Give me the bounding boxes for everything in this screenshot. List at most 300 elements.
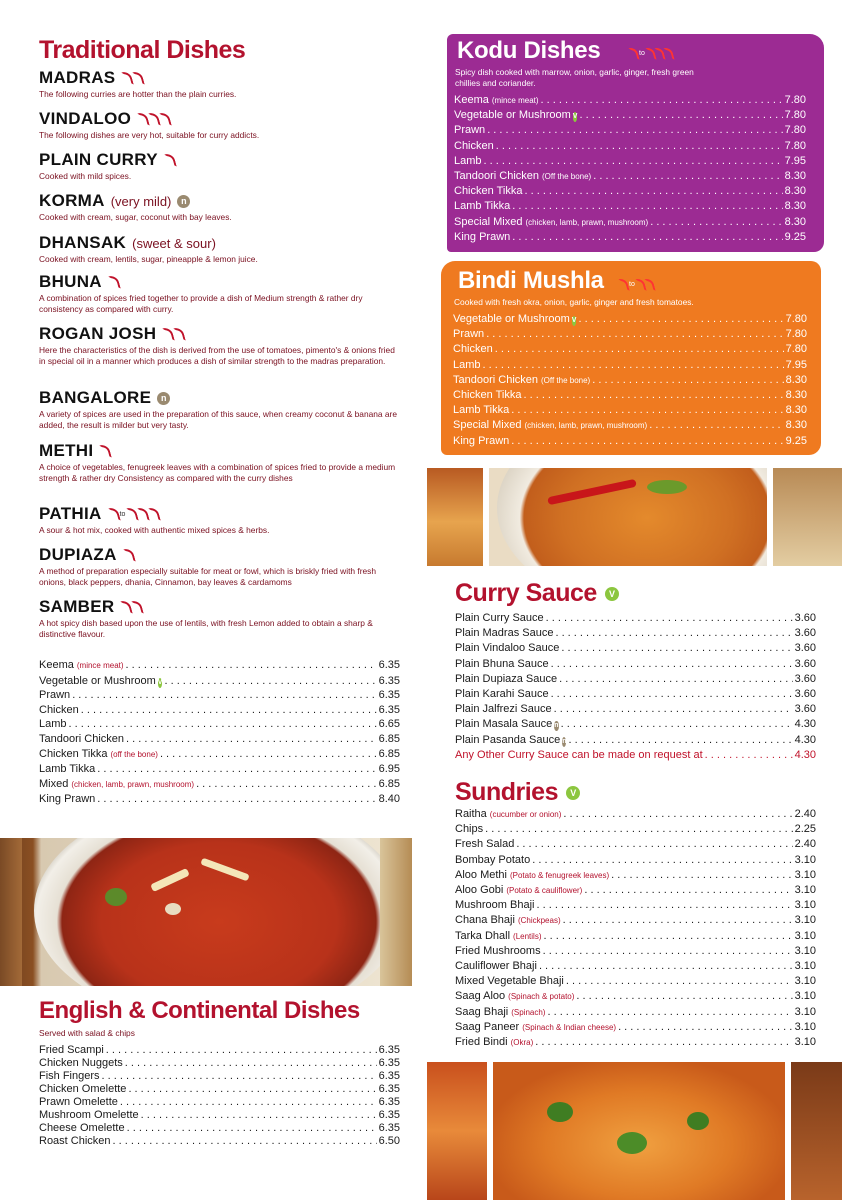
price-row (39, 703, 400, 718)
dish-photo-left (0, 838, 412, 986)
dot-leader (541, 93, 783, 108)
english-subtitle: Served with salad & chips (39, 1028, 135, 1038)
dish-description: Here the characteristics of the dish is derived from the use of tomatoes, pimento's & onions fried in special oil in a manner which produces a dish of similar strength to the madras preparation. (39, 345, 395, 366)
item-price: 8.30 (784, 200, 806, 213)
dish-description: Cooked with cream, sugar, coconut with bay leaves. (39, 212, 232, 222)
item-price: 6.35 (378, 1109, 400, 1121)
dish-heading (39, 597, 399, 617)
price-row (455, 611, 816, 626)
dish-heading (39, 545, 399, 565)
price-row (454, 154, 806, 169)
dot-leader (592, 373, 783, 388)
item-name: Chicken (454, 139, 494, 152)
item-note: (Off the bone) (542, 172, 592, 182)
item-price: 8.30 (784, 215, 806, 228)
item-name: Lamb Tikka (39, 763, 96, 776)
vegetarian-icon: V (571, 317, 577, 324)
curry-sauce-price-list (455, 611, 816, 763)
price-row (453, 434, 807, 449)
price-row (454, 108, 806, 123)
item-name: Vegetable or Mushroom (453, 313, 570, 325)
dot-leader (532, 853, 792, 868)
dish-heading (39, 388, 399, 408)
dot-leader (559, 672, 792, 687)
item-name: Plain Jalfrezi Sauce (455, 703, 552, 716)
dot-leader (523, 388, 783, 403)
item-name: Plain Masala Sauce (455, 718, 553, 731)
dish-name: SAMBER (39, 597, 115, 616)
heat-level-icons (108, 274, 119, 292)
dish-description: A hot spicy dish based upon the use of lentils, with fresh Lemon added to obtain a sharp & distinctive flavour. (39, 618, 373, 639)
nut-icon: n (562, 737, 567, 745)
dot-leader (486, 327, 783, 342)
item-name: Lamb (453, 358, 481, 371)
price-row (453, 418, 807, 433)
kodu-price-list (454, 93, 806, 245)
price-row (455, 748, 816, 763)
price-row (453, 327, 807, 342)
dot-leader (547, 1005, 792, 1020)
chili-icon (108, 506, 121, 523)
price-row (455, 868, 816, 883)
chili-icon (618, 277, 629, 293)
item-note: (Okra) (510, 1038, 534, 1048)
dish-note: (sweet & sour) (132, 236, 216, 251)
item-price: 6.35 (378, 689, 400, 702)
item-note: (chicken, lamb, prawn, mushroom) (71, 779, 195, 789)
dish-heading (39, 68, 399, 88)
price-row (39, 732, 400, 747)
bindi-heat-range (619, 276, 654, 294)
item-price: 8.40 (378, 793, 400, 806)
bindi-box (441, 261, 821, 455)
dot-leader (487, 123, 782, 138)
dish-name: ROGAN JOSH (39, 324, 157, 343)
sundries-price-list (455, 807, 816, 1050)
item-name: Mushroom Omelette (39, 1109, 139, 1121)
item-price: 6.35 (378, 1083, 400, 1095)
item-price: 7.80 (785, 343, 807, 356)
dot-leader (593, 169, 782, 184)
dot-leader (546, 611, 793, 626)
item-name: Chicken Omelette (39, 1083, 127, 1095)
dot-leader (524, 184, 782, 199)
dot-leader (561, 641, 792, 656)
item-note: (Lentils) (513, 931, 542, 941)
price-row (455, 807, 816, 822)
heat-range-icons (108, 506, 160, 524)
item-name: Prawn (39, 689, 71, 702)
heat-level-icons (99, 443, 110, 461)
dot-leader (536, 898, 792, 913)
item-price: 8.30 (785, 419, 807, 432)
sundries-title (455, 778, 580, 807)
item-price: 2.40 (794, 808, 816, 820)
dot-leader (512, 199, 782, 214)
chili-icon (174, 326, 187, 343)
item-name: Plain Karahi Sauce (455, 688, 549, 701)
dish-item (39, 324, 399, 367)
item-name: Fish Fingers (39, 1070, 100, 1082)
dish-item (39, 545, 399, 588)
item-name: Chicken (39, 703, 79, 716)
item-name: Aloo Methi (455, 868, 507, 881)
item-name: Saag Aloo (455, 990, 506, 1003)
item-price: 3.10 (794, 944, 816, 957)
price-row (454, 123, 806, 138)
item-price: 7.80 (784, 139, 806, 152)
dish-note: (very mild) (110, 194, 172, 209)
item-name: Bombay Potato (455, 853, 531, 866)
item-price: 3.10 (794, 1020, 816, 1033)
item-price: 6.35 (378, 1096, 400, 1108)
dot-leader (705, 748, 793, 763)
price-row (454, 215, 806, 230)
dot-leader (483, 358, 784, 373)
dish-item (39, 441, 399, 484)
item-name: Lamb (39, 718, 67, 731)
dot-leader (102, 1070, 377, 1083)
item-price: 3.10 (794, 1036, 816, 1049)
dot-leader (649, 418, 783, 433)
item-price: 3.10 (794, 853, 816, 866)
item-name: Cauliflower Bhaji (455, 960, 537, 973)
item-price: 3.10 (794, 899, 816, 912)
item-price: 7.95 (784, 154, 806, 167)
item-price: 8.30 (785, 389, 807, 402)
price-row (454, 169, 806, 184)
dish-description: A method of preparation especially suitable for meat or fowl, which is briskly fried with fresh onions, black peppers, dhania, Cinnamon, bay leaves & cardamoms (39, 566, 377, 587)
dot-leader (485, 822, 792, 837)
item-price: 4.30 (794, 733, 816, 746)
chili-icon (108, 274, 121, 291)
dish-name: BANGALORE (39, 388, 152, 407)
dot-leader (126, 658, 377, 673)
dot-leader (164, 674, 376, 689)
dot-leader (127, 1122, 377, 1135)
item-price: 3.60 (794, 688, 816, 701)
price-row (454, 184, 806, 199)
dish-photo-right-bottom (427, 1062, 842, 1200)
heat-level-icons (164, 152, 175, 170)
item-price: 6.35 (378, 659, 400, 671)
item-price: 3.10 (794, 960, 816, 973)
price-row (455, 822, 816, 837)
nut-icon: n (157, 392, 170, 405)
heat-level-icons (120, 599, 142, 617)
item-price: 7.80 (784, 109, 806, 122)
item-name: Any Other Curry Sauce can be made on request at (455, 748, 703, 761)
dot-leader (196, 777, 377, 792)
price-row (455, 641, 816, 656)
item-name: Mixed (39, 777, 69, 790)
item-price: 3.10 (794, 975, 816, 988)
dot-leader (555, 626, 792, 641)
item-price: 3.60 (794, 657, 816, 670)
to-label: to (639, 50, 645, 58)
chili-icon (149, 506, 162, 523)
kodu-title: Kodu Dishes (457, 37, 601, 64)
chili-icon (159, 111, 172, 128)
dish-description: The following curries are hotter than the plain curries. (39, 89, 237, 99)
item-note: (chicken, lamb, prawn, mushroom) (525, 217, 649, 227)
dish-item (39, 272, 399, 315)
dish-item (39, 504, 399, 536)
dot-leader (578, 312, 783, 327)
price-row (455, 1035, 816, 1050)
price-row (39, 658, 400, 674)
dish-heading (39, 324, 399, 344)
item-name: Cheese Omelette (39, 1122, 125, 1134)
dot-leader (120, 1096, 377, 1109)
price-row (39, 1109, 400, 1122)
dot-leader (650, 215, 782, 230)
item-name: Fried Scampi (39, 1044, 104, 1056)
dot-leader (554, 702, 793, 717)
bindi-title: Bindi Mushla (458, 267, 604, 294)
price-row (454, 93, 806, 108)
dish-name: METHI (39, 441, 94, 460)
chili-icon (100, 443, 113, 460)
dot-leader (495, 342, 784, 357)
english-title: English & Continental Dishes (39, 997, 360, 1024)
dot-leader (496, 139, 783, 154)
dot-leader (106, 1044, 377, 1057)
item-price: 6.85 (378, 777, 400, 790)
dish-heading (39, 504, 399, 524)
heat-level-icons (162, 326, 184, 344)
price-row (454, 139, 806, 154)
dot-leader (543, 929, 792, 944)
traditional-title: Traditional Dishes (39, 36, 246, 64)
item-name: Special Mixed (453, 419, 522, 432)
item-note: (Spinach & potato) (508, 992, 575, 1002)
item-name: Chicken Nuggets (39, 1057, 123, 1069)
dish-description: A choice of vegetables, fenugreek leaves with a combination of spices fried to provide a medium strength & rather dry Consistency as compared with the curry dishes (39, 462, 396, 483)
item-name: Tandoori Chicken (454, 170, 539, 183)
item-name: Fried Mushrooms (455, 944, 541, 957)
dish-heading (39, 191, 399, 211)
price-row (455, 853, 816, 868)
item-note: (Chickpeas) (517, 916, 561, 926)
item-name: Special Mixed (454, 215, 523, 228)
dot-leader (72, 688, 376, 703)
item-name: King Prawn (454, 230, 511, 243)
item-price: 2.40 (794, 838, 816, 851)
vegetarian-icon: V (605, 587, 619, 601)
item-price: 8.30 (784, 170, 806, 183)
dot-leader (568, 733, 792, 748)
item-price: 3.10 (794, 990, 816, 1003)
price-row (39, 1122, 400, 1135)
dish-heading (39, 109, 399, 129)
price-row (39, 1070, 400, 1083)
item-note: (Spinach) (511, 1007, 546, 1017)
price-row (455, 959, 816, 974)
price-row (455, 929, 816, 944)
dish-heading (39, 233, 399, 253)
chili-icon (628, 46, 639, 62)
dot-leader (566, 974, 793, 989)
item-price: 8.30 (784, 185, 806, 198)
dot-leader (539, 959, 793, 974)
dish-heading (39, 272, 399, 292)
item-name: Lamb Tikka (453, 404, 510, 417)
dot-leader (511, 403, 783, 418)
dish-name: PLAIN CURRY (39, 150, 158, 169)
dish-description: A sour & hot mix, cooked with authentic mixed spices & herbs. (39, 525, 270, 535)
item-price: 6.65 (378, 718, 400, 731)
to-label: to (119, 511, 126, 519)
english-price-list (39, 1044, 400, 1148)
item-price: 7.80 (785, 313, 807, 325)
dot-leader (128, 1083, 376, 1096)
item-price: 6.85 (378, 732, 400, 745)
dot-leader (125, 1057, 377, 1070)
dish-description: Cooked with mild spices. (39, 171, 132, 181)
item-name: Mixed Vegetable Bhaji (455, 975, 564, 988)
item-name: Tandoori Chicken (453, 373, 538, 386)
dish-item (39, 68, 399, 100)
vegetarian-icon: V (566, 786, 580, 800)
price-row (455, 913, 816, 928)
price-row (39, 747, 400, 763)
dish-photo-right-top (427, 468, 842, 566)
dish-name: VINDALOO (39, 109, 132, 128)
item-name: Fried Bindi (455, 1036, 508, 1049)
vegetarian-icon: V (572, 113, 578, 121)
price-row (453, 373, 807, 388)
price-row (455, 974, 816, 989)
dot-leader (579, 108, 782, 123)
item-note: (cucumber or onion) (489, 810, 562, 819)
price-row (455, 687, 816, 702)
dot-leader (484, 154, 783, 169)
curry-sauce-title-text: Curry Sauce (455, 579, 597, 607)
item-name: Keema (39, 659, 74, 671)
item-name: Plain Bhuna Sauce (455, 657, 549, 670)
chili-icon (164, 152, 177, 169)
item-note: (mince meat) (491, 96, 539, 105)
item-name: Aloo Gobi (455, 884, 504, 897)
item-note: (off the bone) (110, 749, 158, 759)
vegetarian-icon: V (157, 678, 163, 686)
item-name: Prawn (453, 328, 485, 341)
dot-leader (511, 434, 783, 449)
dish-name: DHANSAK (39, 233, 127, 252)
item-price: 4.30 (794, 718, 816, 731)
item-price: 6.35 (378, 1122, 400, 1134)
price-row (455, 883, 816, 898)
dot-leader (126, 732, 377, 747)
dish-description: A combination of spices fried together to provide a dish of Medium strength & rather dry consistency as compared with curry. (39, 293, 363, 314)
item-name: Roast Chicken (39, 1135, 111, 1147)
item-price: 9.25 (784, 230, 806, 243)
price-row (455, 657, 816, 672)
item-name: Chicken Tikka (453, 389, 522, 402)
dot-leader (97, 762, 376, 777)
item-price: 6.35 (378, 674, 400, 687)
item-name: Prawn Omelette (39, 1096, 118, 1108)
item-name: Tandoori Chicken (39, 732, 124, 745)
dot-leader (535, 1035, 792, 1050)
item-price: 3.60 (794, 672, 816, 685)
item-name: Vegetable or Mushroom (454, 109, 571, 122)
price-row (453, 312, 807, 327)
chili-icon (132, 599, 145, 616)
item-price: 6.35 (378, 1057, 400, 1069)
item-name: Plain Vindaloo Sauce (455, 642, 560, 655)
dot-leader (543, 944, 793, 959)
item-name: Tarka Dhall (455, 929, 511, 942)
traditional-price-list (39, 658, 400, 807)
item-price: 7.95 (785, 358, 807, 371)
price-row (39, 1096, 400, 1109)
item-price: 4.30 (794, 748, 816, 761)
bindi-description: Cooked with fresh okra, onion, garlic, ginger and fresh tomatoes. (454, 297, 694, 307)
dot-leader (576, 989, 792, 1004)
price-row (454, 199, 806, 214)
item-name: Chips (455, 823, 484, 836)
item-price: 9.25 (785, 434, 807, 447)
item-name: King Prawn (39, 793, 96, 806)
dish-description: Cooked with cream, lentils, sugar, pineapple & lemon juice. (39, 254, 258, 264)
dot-leader (141, 1109, 377, 1122)
item-price: 6.95 (378, 763, 400, 776)
price-row (455, 672, 816, 687)
price-row (39, 792, 400, 807)
dish-item (39, 597, 399, 640)
item-name: Lamb (454, 154, 482, 167)
price-row (39, 1083, 400, 1096)
item-price: 7.80 (784, 94, 806, 106)
dish-item (39, 109, 399, 141)
item-note: (mince meat) (76, 661, 124, 670)
dot-leader (97, 792, 376, 807)
heat-level-icons (137, 111, 170, 129)
price-row (39, 1044, 400, 1057)
sundries-title-text: Sundries (455, 778, 558, 806)
price-row (39, 674, 400, 689)
nut-icon: n (554, 722, 559, 730)
price-row (455, 989, 816, 1004)
item-price: 3.10 (794, 914, 816, 927)
kodu-description: Spicy dish cooked with marrow, onion, garlic, ginger, fresh green chillies and coriander. (455, 67, 694, 88)
item-price: 3.60 (794, 612, 816, 624)
price-row (455, 733, 816, 748)
price-row (455, 1020, 816, 1035)
dot-leader (113, 1135, 377, 1148)
heat-level-icons (123, 547, 134, 565)
price-row (453, 388, 807, 403)
dish-name: BHUNA (39, 272, 102, 291)
item-price: 6.50 (378, 1135, 400, 1147)
price-row (39, 717, 400, 732)
item-price: 6.35 (378, 1070, 400, 1082)
price-row (455, 626, 816, 641)
item-price: 3.10 (794, 929, 816, 942)
dish-item (39, 150, 399, 182)
item-note: (Spinach & Indian cheese) (522, 1022, 617, 1032)
item-price: 7.80 (785, 328, 807, 341)
dot-leader (512, 230, 782, 245)
price-row (453, 403, 807, 418)
item-price: 3.60 (794, 642, 816, 655)
item-name: Mushroom Bhaji (455, 899, 535, 912)
price-row (39, 688, 400, 703)
price-row (39, 1057, 400, 1070)
item-name: Chicken (453, 343, 493, 356)
